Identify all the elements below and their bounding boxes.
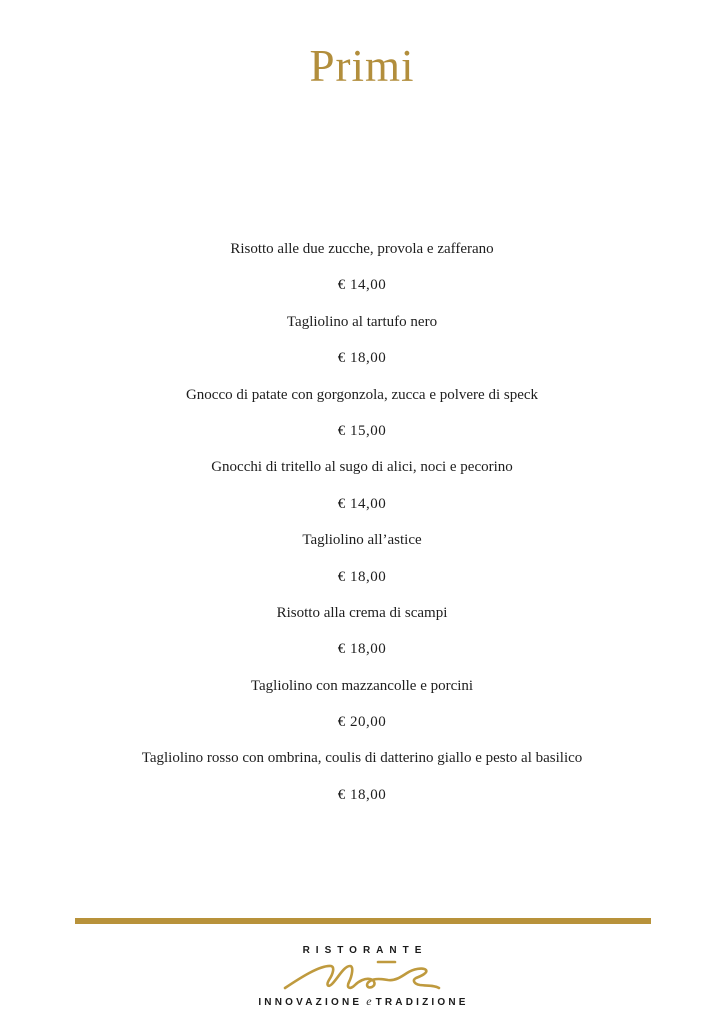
tagline-tradizione: TRADIZIONE [375, 997, 469, 1008]
mos-script-logo-icon [282, 957, 442, 993]
dish-price: € 18,00 [337, 641, 387, 658]
dish-price: € 15,00 [337, 422, 387, 439]
restaurant-label: RISTORANTE [302, 945, 428, 956]
dish-name: Tagliolino rosso con ombrina, coulis di datterino giallo e pesto al basilico [141, 750, 583, 767]
tagline-script-e: e [366, 994, 372, 1008]
dish-name: Gnocchi di tritello al sugo di alici, noci e pecorino [211, 459, 513, 476]
menu-list [0, 231, 724, 813]
dish-price: € 20,00 [337, 714, 387, 731]
dish-name: Tagliolino all’astice [302, 532, 422, 549]
dish-price: € 18,00 [337, 350, 387, 367]
footer-divider [75, 918, 651, 924]
tagline [0, 994, 724, 1009]
dish-price: € 14,00 [337, 495, 387, 512]
dish-price: € 18,00 [337, 568, 387, 585]
dish-price: € 14,00 [337, 277, 387, 294]
dish-name: Gnocco di patate con gorgonzola, zucca e polvere di speck [185, 386, 539, 403]
dish-name: Risotto alle due zucche, provola e zafferano [230, 241, 494, 257]
tagline-innovazione: INNOVAZIONE [258, 997, 363, 1008]
footer-brand [0, 945, 724, 1009]
dish-name: Risotto alla crema di scampi [276, 604, 448, 621]
dish-name: Tagliolino al tartufo nero [286, 313, 438, 330]
dish-name: Tagliolino con mazzancolle e porcini [250, 677, 474, 694]
dish-price: € 18,00 [337, 786, 387, 803]
page-title: Primi [309, 41, 415, 91]
